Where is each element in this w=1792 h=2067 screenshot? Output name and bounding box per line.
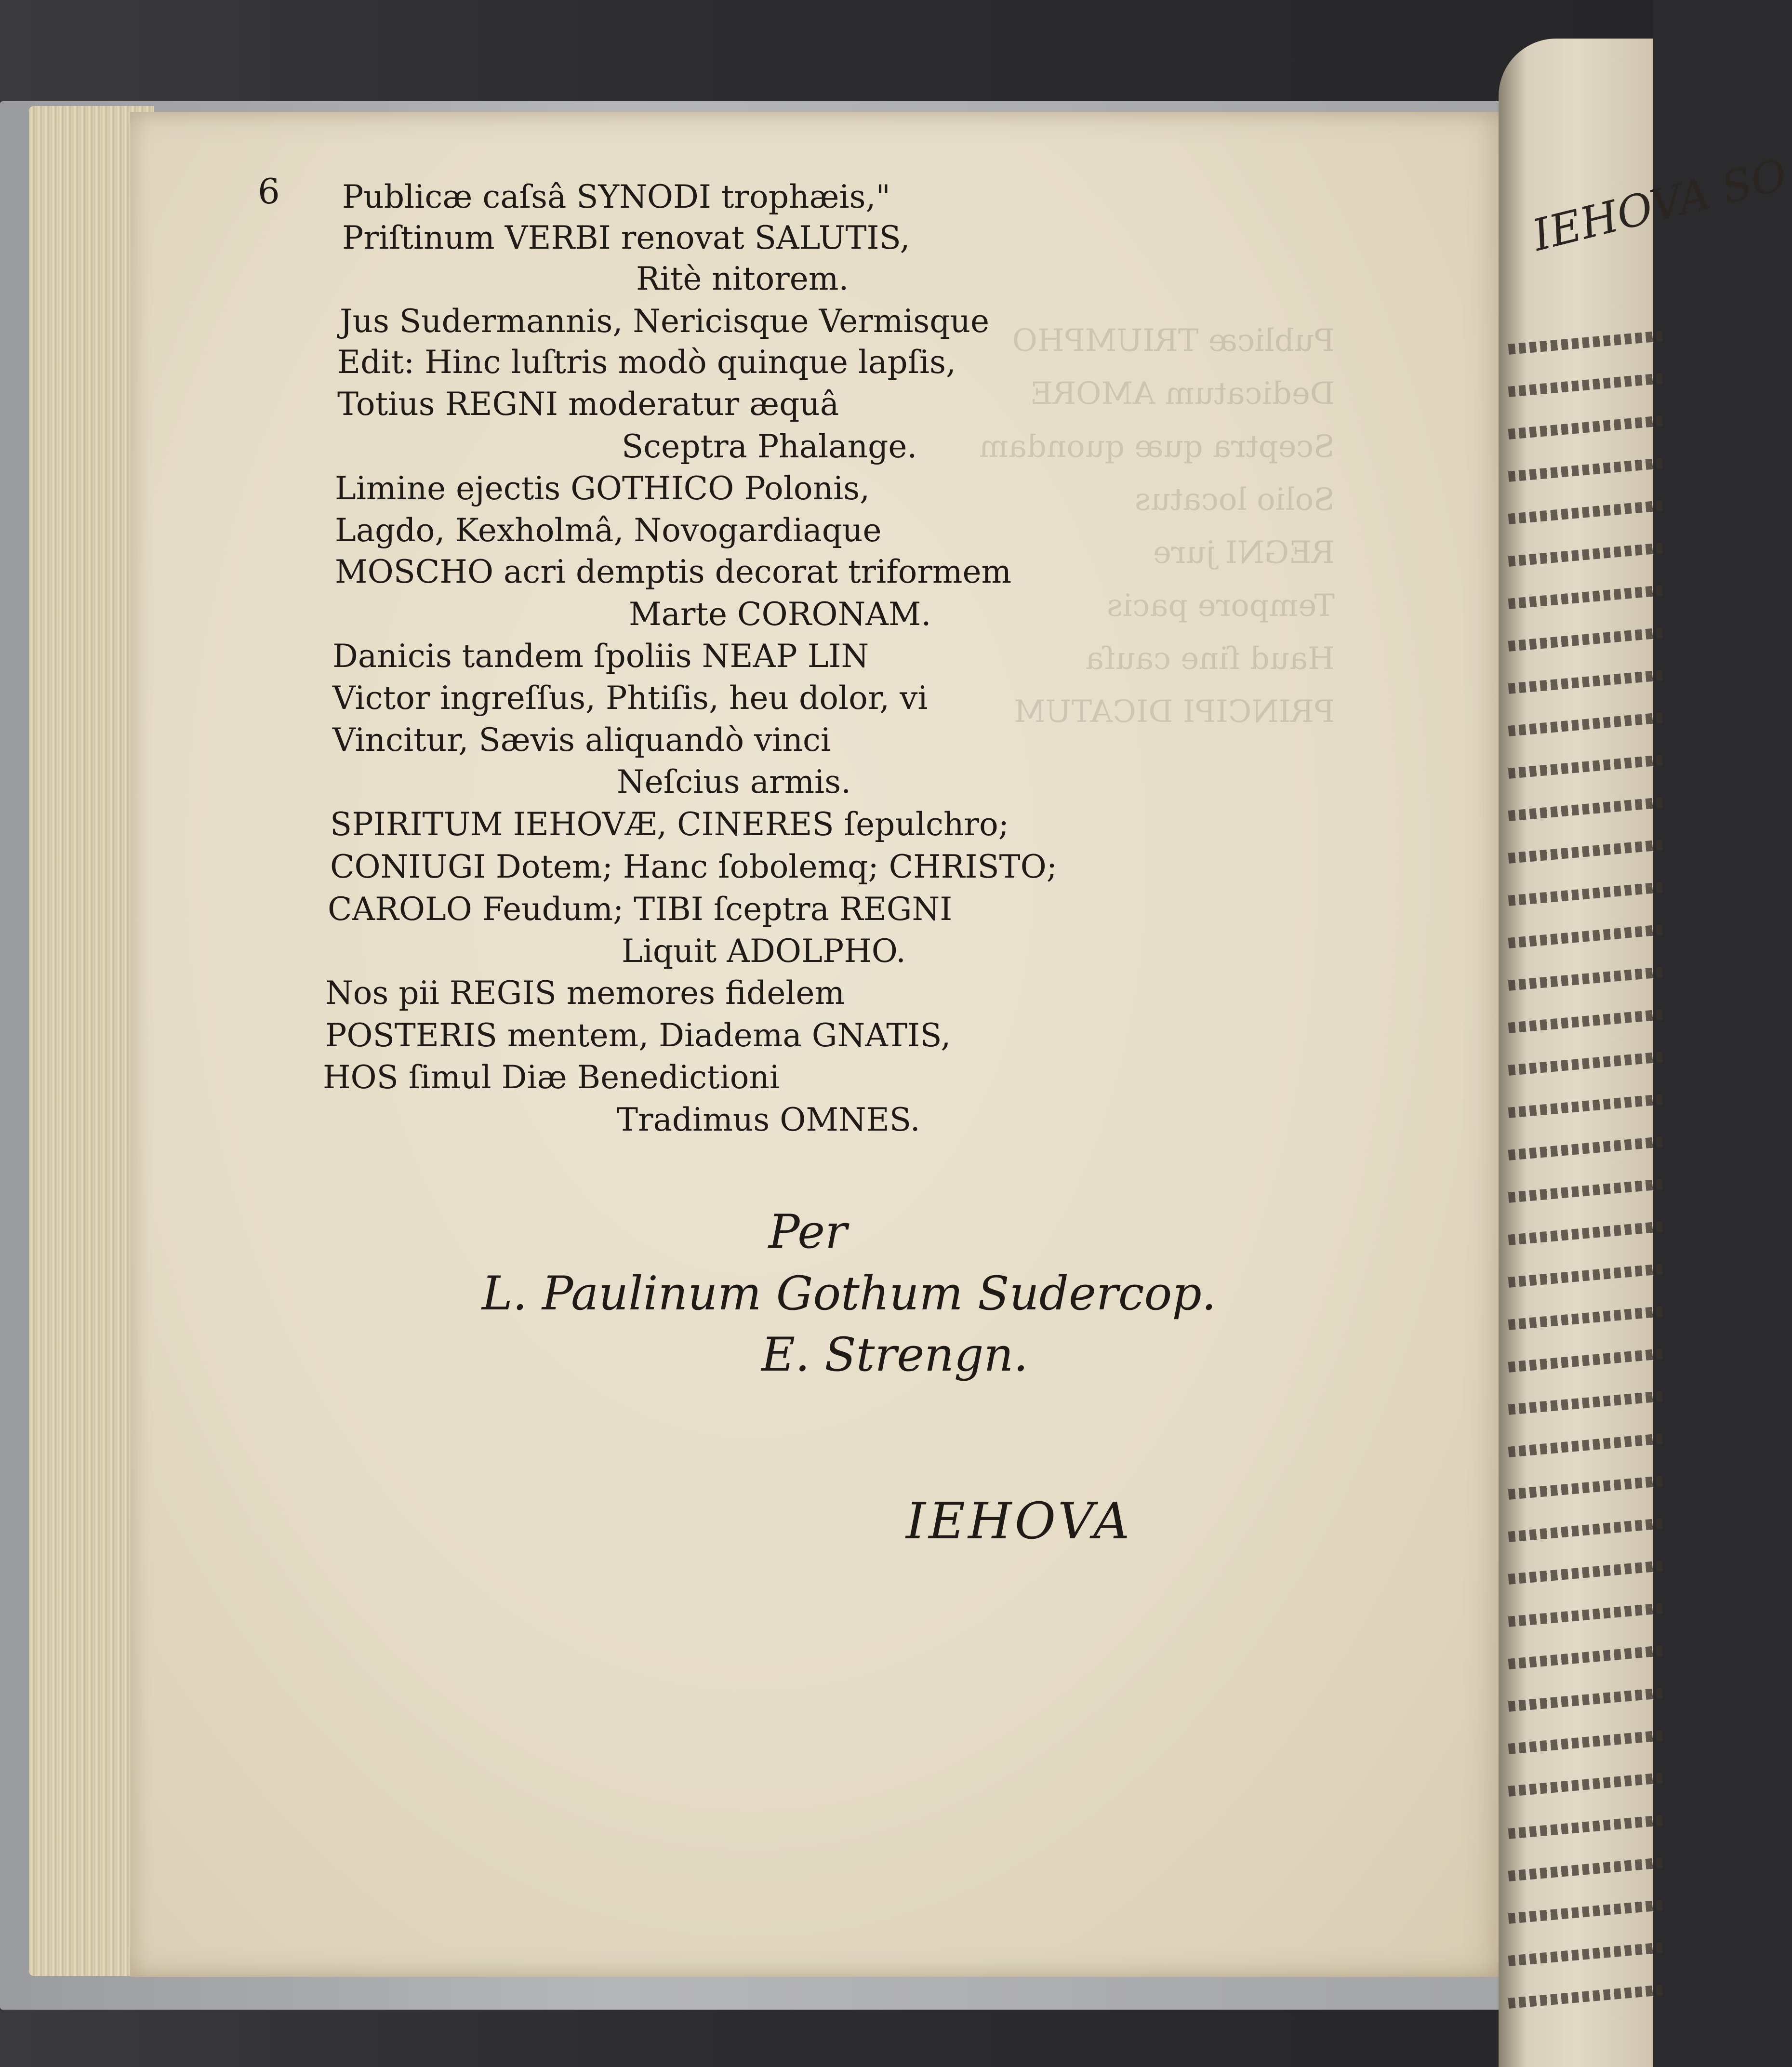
verse-line: SPIRITUM IEHOVÆ, CINERES ſepulchro; (330, 806, 1009, 843)
verse-line: Liquit ADOLPHO. (622, 933, 906, 970)
verse-line: Vincitur, Sævis aliquandò vinci (332, 721, 831, 759)
verse-line: Jus Sudermannis, Nericisque Vermisque (340, 303, 990, 340)
verse-line: Marte CORONAM. (629, 596, 931, 633)
verse-line: CONIUGI Dotem; Hanc ſobolemq; CHRISTO; (330, 848, 1057, 885)
verse-line: Edit: Hinc luſtris modò quinque lapſis, (337, 344, 956, 381)
signature-place: E. Strengn. (761, 1328, 1028, 1382)
verse-line: Publicæ caſsâ SYNODI trophæis," (342, 178, 890, 215)
verse-line: HOS ſimul Diæ Benedictioni (323, 1059, 780, 1096)
verse-line: Lagdo, Kexholmâ, Novogardiaque (335, 512, 882, 549)
verse-line: Limine ejectis GOTHICO Polonis, (335, 470, 870, 507)
signature-author: L. Paulinum Gothum Sudercop. (482, 1267, 1217, 1320)
verse-line: Priſtinum VERBI renovat SALUTIS, (342, 219, 910, 256)
verse-line: POSTERIS mentem, Diadema GNATIS, (325, 1017, 951, 1054)
verse-line: MOSCHO acri demptis decorat triformem (335, 553, 1012, 590)
verse-line: Sceptra Phalange. (622, 428, 917, 465)
page-number: 6 (258, 171, 280, 212)
verse-line: Tradimus OMNES. (617, 1101, 920, 1138)
verse-line: Victor ingreſſus, Phtiſis, heu dolor, vi (332, 680, 928, 717)
verse-line: Ritè nitorem. (636, 260, 849, 297)
next-page-header: IEHOVA SO (1527, 149, 1792, 261)
next-page-curl (1499, 39, 1792, 2067)
verse-line: CAROLO Feudum; TIBI ſceptra REGNI (328, 891, 953, 928)
verse-line: Neſcius armis. (617, 763, 851, 800)
catchword: IEHOVA (906, 1492, 1133, 1550)
verse-line: Nos pii REGIS memores fidelem (325, 974, 845, 1012)
signature-per: Per (769, 1205, 847, 1259)
verse-line: Totius REGNI moderatur æquâ (337, 386, 839, 423)
bleed-through-text: Publicæ TRIUMPHO Dedicatum AMORE Sceptra quæ quondam Solio locatus REGNI jure Tempore pacis Haud ſine cauſa PRINCIPI DICATUM (979, 323, 1335, 730)
next-page-blackletter-lines (1508, 337, 1662, 2034)
verse-line: Danicis tandem ſpoliis NEAP LIN (332, 638, 869, 675)
